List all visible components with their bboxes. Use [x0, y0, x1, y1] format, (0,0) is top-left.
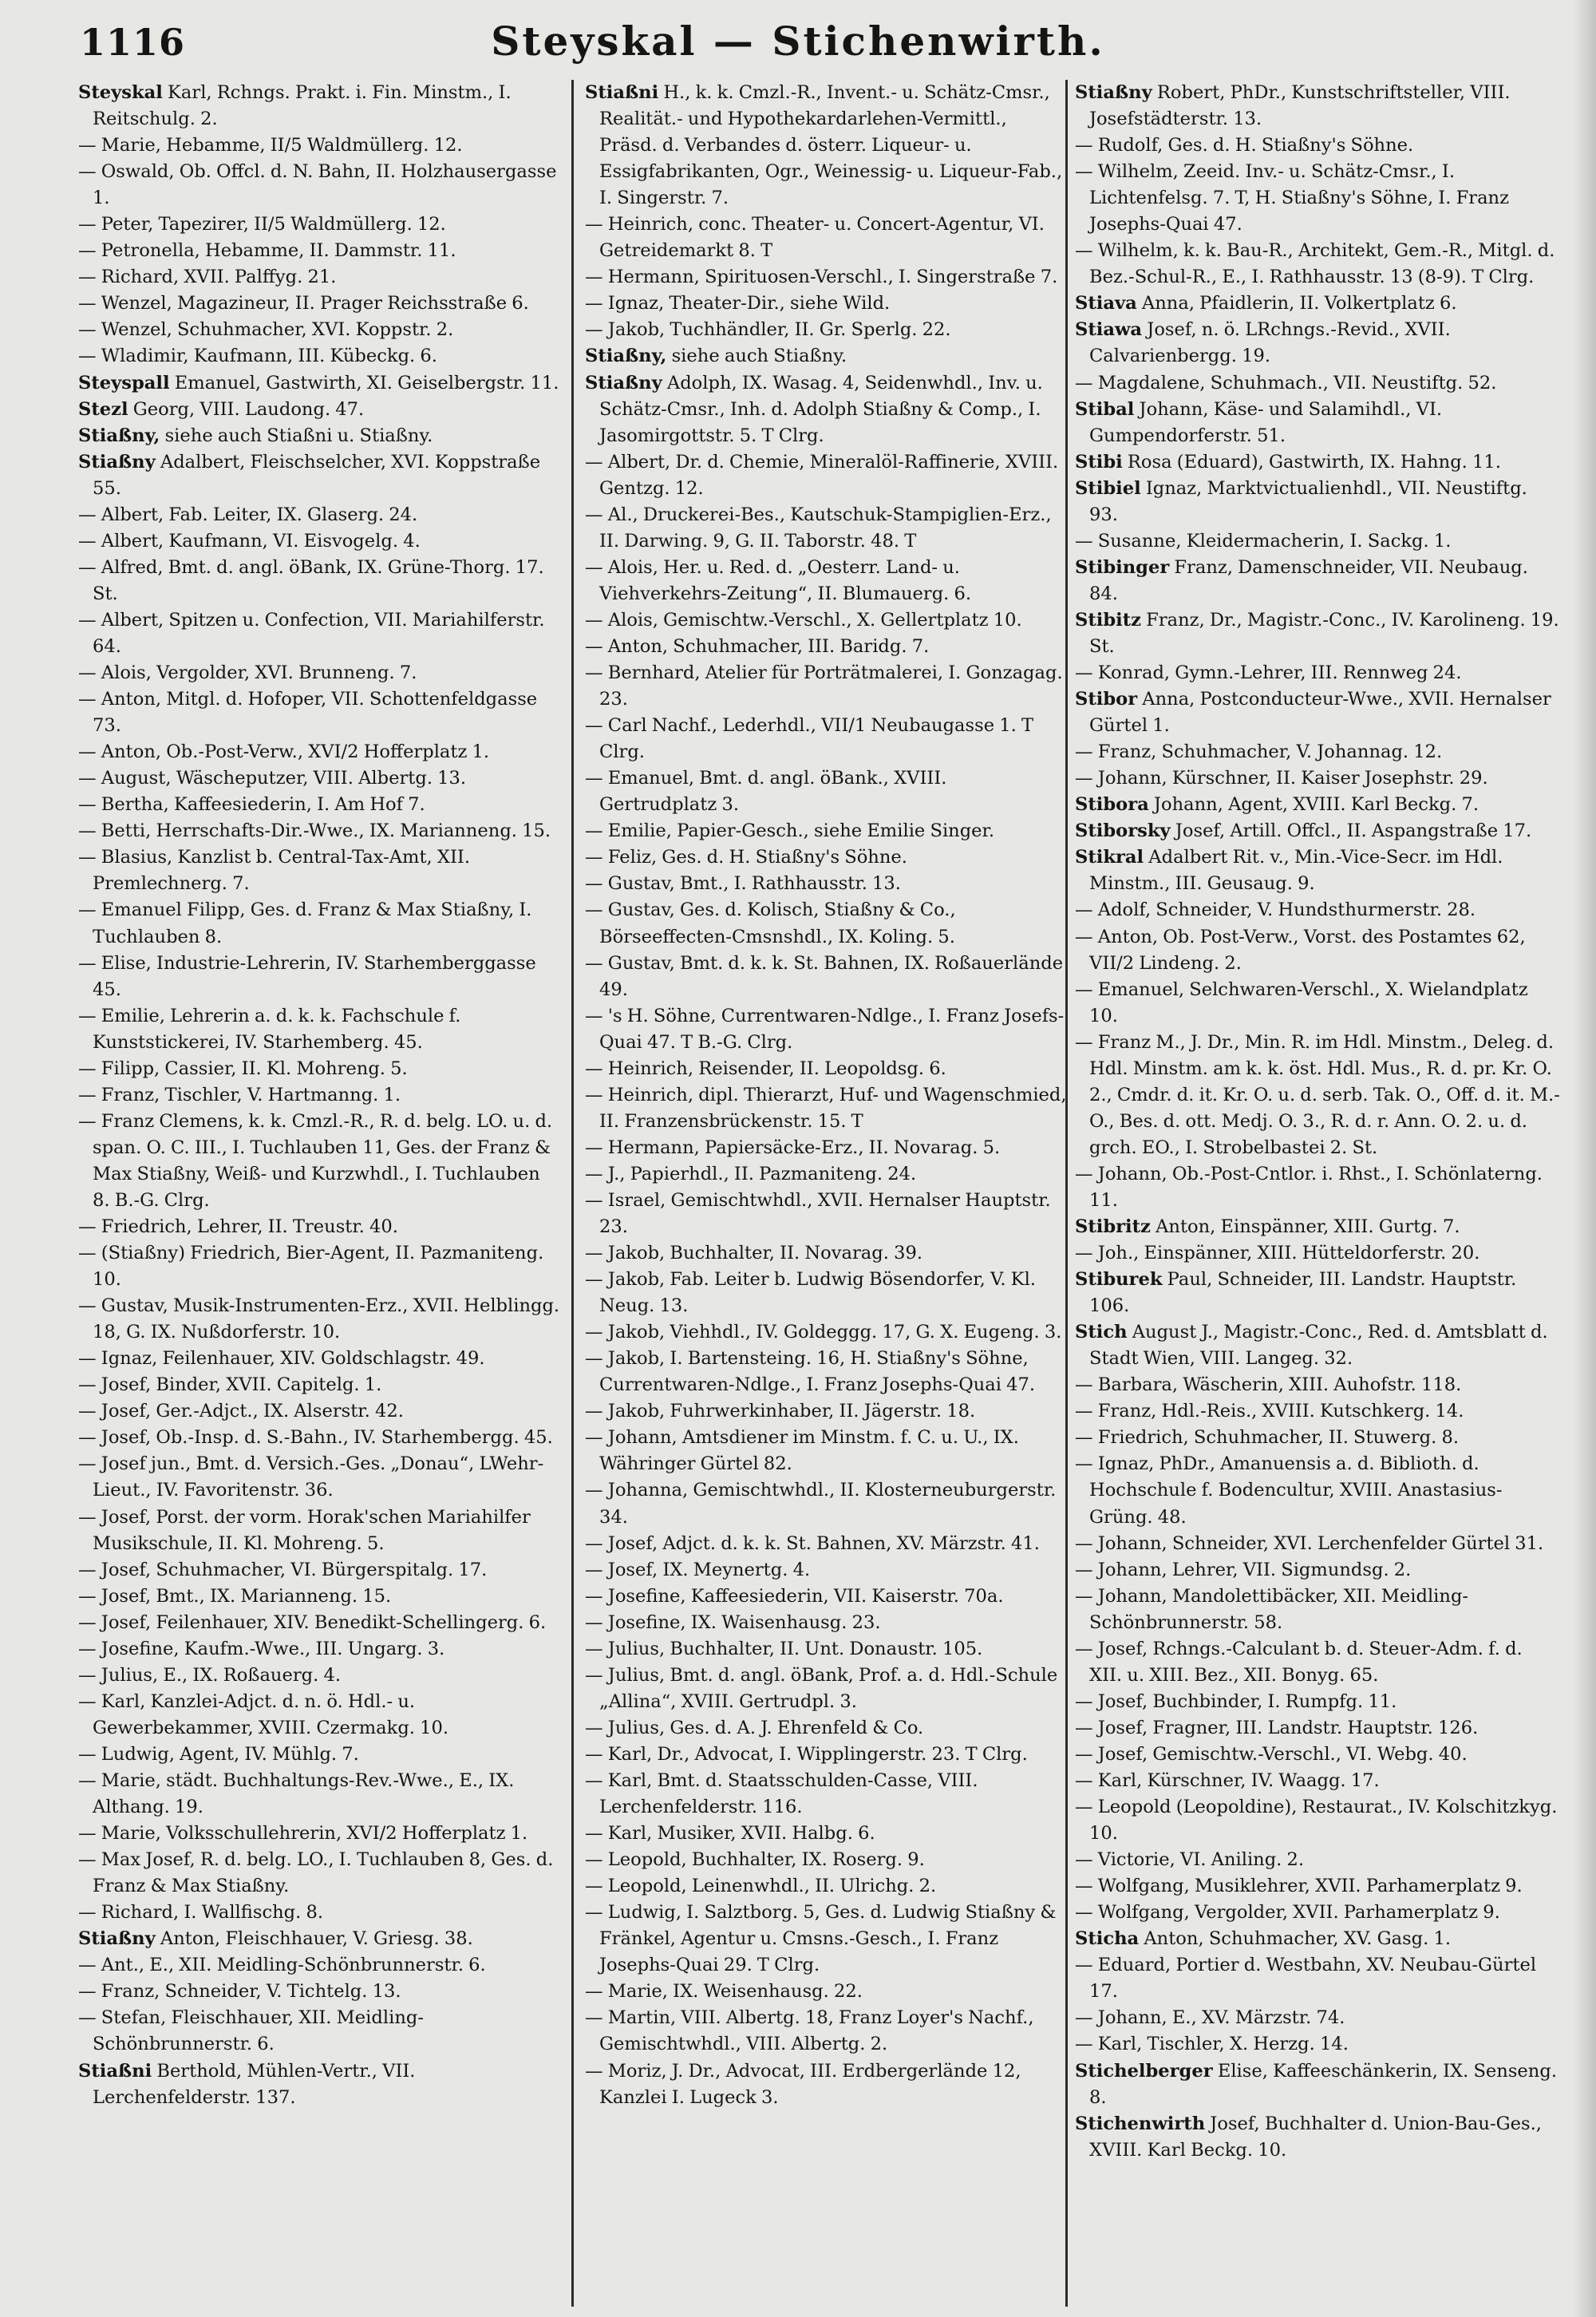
directory-entry: Stiaßny Adalbert, Fleischselcher, XVI. Koppstraße 55.	[78, 451, 541, 499]
directory-entry: — Johanna, Gemischtwhdl., II. Klosterneuburgerstr. 34.	[585, 1480, 1057, 1528]
directory-entry: — Alfred, Bmt. d. angl. öBank, IX. Grüne-Thorg. 17. St.	[78, 556, 544, 604]
directory-entry: Stibora Johann, Agent, XVIII. Karl Beckg. 7.	[1075, 794, 1479, 816]
directory-entry: — Feliz, Ges. d. H. Stiaßny's Söhne.	[585, 847, 907, 868]
directory-entry: — Rudolf, Ges. d. H. Stiaßny's Söhne.	[1075, 135, 1414, 156]
directory-entry: Stezl Georg, VIII. Laudong. 47.	[78, 398, 365, 420]
directory-entry: — Wolfgang, Musiklehrer, XVII. Parhamerplatz 9.	[1075, 1876, 1523, 1897]
directory-column-3	[1075, 80, 1560, 2307]
directory-entry: Stiawa Josef, n. ö. LRchngs.-Revid., XVII. Calvarienbergg. 19.	[1075, 319, 1451, 367]
directory-entry: — Anton, Ob.-Post-Verw., XVI/2 Hofferplatz 1.	[78, 741, 490, 763]
directory-entry: — Julius, Ges. d. A. J. Ehrenfeld & Co.	[585, 1717, 924, 1738]
directory-entry: Stibor Anna, Postconducteur-Wwe., XVII. Hernalser Gürtel 1.	[1075, 689, 1551, 737]
directory-entry: — Heinrich, Reisender, II. Leopoldsg. 6.	[585, 1058, 946, 1079]
directory-entry: — Karl, Musiker, XVII. Halbg. 6.	[585, 1823, 875, 1845]
directory-entry: — Karl, Kürschner, IV. Waagg. 17.	[1075, 1770, 1380, 1791]
directory-entry: — Gustav, Bmt. d. k. k. St. Bahnen, IX. Roßauerlände 49.	[585, 952, 1064, 1000]
directory-entry: — Ludwig, I. Salztborg. 5, Ges. d. Ludwig Stiaßny & Fränkel, Agentur u. Cmsns.-Gesch., I. Franz Josephs-Quai 29. T Clrg.	[585, 1902, 1057, 1976]
directory-entry: — Gustav, Ges. d. Kolisch, Stiaßny & Co., Börseeffecten-Cmsnshdl., IX. Koling. 5.	[585, 900, 956, 947]
scan-edge	[1574, 0, 1596, 2317]
directory-entry: Sticha Anton, Schuhmacher, XV. Gasg. 1.	[1075, 1928, 1452, 1950]
directory-entry: — Betti, Herrschafts-Dir.-Wwe., IX. Marianneng. 15.	[78, 820, 551, 842]
directory-entry: — Johann, Kürschner, II. Kaiser Josephstr. 29.	[1075, 768, 1488, 789]
directory-entry: — Josef, Feilenhauer, XIV. Benedikt-Schellingerg. 6.	[78, 1611, 547, 1633]
directory-entry: — Ignaz, Theater-Dir., siehe Wild.	[585, 293, 891, 314]
directory-entry: Stibi Rosa (Eduard), Gastwirth, IX. Hahng. 11.	[1075, 451, 1501, 472]
directory-entry: — Anton, Ob. Post-Verw., Vorst. des Postamtes 62, VII/2 Lindeng. 2.	[1075, 926, 1526, 974]
column-divider	[571, 80, 574, 2307]
directory-entry: — Jakob, Viehhdl., IV. Goldeggg. 17, G. X. Eugeng. 3.	[585, 1322, 1062, 1343]
directory-entry: Stiborsky Josef, Artill. Offcl., II. Aspangstraße 17.	[1075, 820, 1532, 842]
directory-entry: — Franz, Tischler, V. Hartmanng. 1.	[78, 1084, 401, 1105]
directory-entry: — Johann, Lehrer, VII. Sigmundsg. 2.	[1075, 1559, 1412, 1580]
directory-entry: — Albert, Fab. Leiter, IX. Glaserg. 24.	[78, 504, 418, 525]
directory-entry: — Johann, Amtsdiener im Minstm. f. C. u. U., IX. Währinger Gürtel 82.	[585, 1427, 1019, 1475]
directory-entry: — Franz M., J. Dr., Min. R. im Hdl. Minstm., Deleg. d. Hdl. Minstm. am k. k. öst. Hdl. Mus., R. d. pr. Kr. O. 2., Cmdr. d. it. Kr. O. u. d. serb. Tak. O., Off. d. it. M.-O., Bes. d. ott. Medj. O. 3., R. d. r. Ann. O. 2. u. d. grch. EO., I. Strobelbastei 2. St.	[1075, 1031, 1560, 1158]
directory-entry: — Eduard, Portier d. Westbahn, XV. Neubau-Gürtel 17.	[1075, 1955, 1537, 2003]
directory-entry: Stibiel Ignaz, Marktvictualienhdl., VII. Neustiftg. 93.	[1075, 477, 1527, 525]
directory-entry: — Emilie, Lehrerin a. d. k. k. Fachschule f. Kunststickerei, IV. Starhemberg. 45.	[78, 1005, 461, 1053]
directory-entry: — Johann, E., XV. Märzstr. 74.	[1075, 2007, 1345, 2029]
directory-entry: — Josef, Adjct. d. k. k. St. Bahnen, XV. Märzstr. 41.	[585, 1532, 1040, 1554]
page-header	[0, 14, 1596, 70]
directory-entry: — Alois, Her. u. Red. d. „Oesterr. Land- u. Viehverkehrs-Zeitung“, II. Blumauerg. 6.	[585, 556, 972, 604]
directory-column-2	[585, 80, 1068, 2307]
directory-entry: Stibinger Franz, Damenschneider, VII. Neubaug. 84.	[1075, 556, 1528, 604]
directory-entry: — Alois, Vergolder, XVI. Brunneng. 7.	[78, 662, 417, 684]
directory-entry: — Ant., E., XII. Meidling-Schönbrunnerstr. 6.	[78, 1955, 486, 1976]
directory-entry: — Josef, Ger.-Adjct., IX. Alserstr. 42.	[78, 1401, 404, 1422]
directory-entry: — Josef, Schuhmacher, VI. Bürgerspitalg. 17.	[78, 1559, 488, 1580]
directory-entry: — Emanuel, Selchwaren-Verschl., X. Wielandplatz 10.	[1075, 979, 1528, 1026]
directory-entry: — Albert, Kaufmann, VI. Eisvogelg. 4.	[78, 530, 421, 552]
directory-entry: — Bernhard, Atelier für Porträtmalerei, I. Gonzagag. 23.	[585, 662, 1063, 710]
directory-entry: — J., Papierhdl., II. Pazmaniteng. 24.	[585, 1163, 917, 1184]
directory-entry: — Stefan, Fleischhauer, XII. Meidling-Schönbrunnerstr. 6.	[78, 2007, 424, 2055]
running-title: Steyskal — Stichenwirth.	[491, 18, 1105, 65]
directory-entry: — Franz, Schuhmacher, V. Johannag. 12.	[1075, 741, 1443, 763]
directory-entry: — Peter, Tapezirer, II/5 Waldmüllerg. 12.	[78, 214, 446, 235]
directory-entry: — Julius, E., IX. Roßauerg. 4.	[78, 1664, 342, 1686]
directory-entry: — Friedrich, Schuhmacher, II. Stuwerg. 8.	[1075, 1427, 1460, 1449]
directory-entry: — Leopold (Leopoldine), Restaurat., IV. Kolschitzkyg. 10.	[1075, 1797, 1558, 1845]
directory-entry: — Josefine, IX. Waisenhausg. 23.	[585, 1611, 881, 1633]
directory-entry: — Marie, IX. Weisenhausg. 22.	[585, 1981, 863, 2003]
directory-entry: — Al., Druckerei-Bes., Kautschuk-Stampiglien-Erz., II. Darwing. 9, G. II. Taborstr. 48. T	[585, 504, 1052, 552]
directory-entry: — Emilie, Papier-Gesch., siehe Emilie Singer.	[585, 820, 995, 842]
directory-entry: — Moriz, J. Dr., Advocat, III. Erdbergerlände 12, Kanzlei I. Lugeck 3.	[585, 2060, 1021, 2108]
directory-entry: — Gustav, Musik-Instrumenten-Erz., XVII. Helblingg. 18, G. IX. Nußdorferstr. 10.	[78, 1295, 560, 1343]
directory-entry: — Josef, Buchbinder, I. Rumpfg. 11.	[1075, 1690, 1397, 1712]
directory-entry: — Leopold, Leinenwhdl., II. Ulrichg. 2.	[585, 1876, 937, 1897]
directory-entry: — Johann, Mandolettibäcker, XII. Meidling-Schönbrunnerstr. 58.	[1075, 1585, 1469, 1633]
directory-entry: — Anton, Schuhmacher, III. Baridg. 7.	[585, 635, 930, 657]
directory-entry: — Josef, Fragner, III. Landstr. Hauptstr. 126.	[1075, 1717, 1479, 1738]
directory-entry: — Martin, VIII. Albertg. 18, Franz Loyer's Nachf., Gemischtwhdl., VIII. Albertg. 2.	[585, 2007, 1034, 2055]
directory-entry: Stiaßny, siehe auch Stiaßni u. Stiaßny.	[78, 425, 433, 446]
directory-entry: — Barbara, Wäscherin, XIII. Auhofstr. 118.	[1075, 1374, 1462, 1396]
directory-entry: — Petronella, Hebamme, II. Dammstr. 11.	[78, 240, 456, 262]
directory-entry: — Susanne, Kleidermacherin, I. Sackg. 1.	[1075, 530, 1452, 552]
directory-entry: — Wilhelm, Zeeid. Inv.- u. Schätz-Cmsr., I. Lichtenfelsg. 7. T, H. Stiaßny's Söhne, I. Franz Josephs-Quai 47.	[1075, 161, 1509, 235]
directory-entry: — Wenzel, Schuhmacher, XVI. Koppstr. 2.	[78, 319, 454, 341]
directory-entry: — Hermann, Papiersäcke-Erz., II. Novarag. 5.	[585, 1137, 1001, 1158]
directory-entry: — Jakob, Buchhalter, II. Novarag. 39.	[585, 1243, 923, 1264]
directory-entry: — Heinrich, dipl. Thierarzt, Huf- und Wagenschmied, II. Franzensbrückenstr. 15. T	[585, 1084, 1067, 1132]
directory-entry: — 's H. Söhne, Currentwaren-Ndlge., I. Franz Josefs-Quai 47. T B.-G. Clrg.	[585, 1005, 1065, 1053]
directory-entry: — Josefine, Kaufm.-Wwe., III. Ungarg. 3.	[78, 1638, 445, 1659]
directory-entry: — Jakob, Fuhrwerkinhaber, II. Jägerstr. 18.	[585, 1401, 976, 1422]
directory-entry: — Richard, XVII. Palffyg. 21.	[78, 267, 337, 288]
directory-entry: Stiaßny, siehe auch Stiaßny.	[585, 346, 847, 367]
directory-entry: — Johann, Ob.-Post-Cntlor. i. Rhst., I. Schönlaterng. 11.	[1075, 1163, 1543, 1211]
directory-entry: — Josefine, Kaffeesiederin, VII. Kaiserstr. 70a.	[585, 1585, 1004, 1607]
directory-entry: — Oswald, Ob. Offcl. d. N. Bahn, II. Holzhausergasse 1.	[78, 161, 557, 209]
directory-entry: — Julius, Bmt. d. angl. öBank, Prof. a. d. Hdl.-Schule „Allina“, XVIII. Gertrudpl. 3.	[585, 1664, 1058, 1712]
directory-entry: — Karl, Dr., Advocat, I. Wipplingerstr. 23. T Clrg.	[585, 1743, 1028, 1765]
directory-entry: — Wenzel, Magazineur, II. Prager Reichsstraße 6.	[78, 293, 529, 314]
directory-entry: — Joh., Einspänner, XIII. Hütteldorferstr. 20.	[1075, 1243, 1480, 1264]
directory-entry: — Carl Nachf., Lederhdl., VII/1 Neubaugasse 1. T Clrg.	[585, 715, 1034, 763]
directory-entry: — Bertha, Kaffeesiederin, I. Am Hof 7.	[78, 794, 425, 816]
directory-entry: — Albert, Spitzen u. Confection, VII. Mariahilferstr. 64.	[78, 609, 545, 657]
directory-entry: Stibritz Anton, Einspänner, XIII. Gurtg. 7.	[1075, 1216, 1460, 1238]
directory-entry: Stiaßni Berthold, Mühlen-Vertr., VII. Lerchenfelderstr. 137.	[78, 2060, 416, 2108]
directory-entry: — Anton, Mitgl. d. Hofoper, VII. Schottenfeldgasse 73.	[78, 689, 538, 737]
directory-entry: — Josef, Gemischtw.-Verschl., VI. Webg. 40.	[1075, 1743, 1468, 1765]
directory-entry: — Julius, Buchhalter, II. Unt. Donaustr. 105.	[585, 1638, 983, 1659]
directory-entry: — Israel, Gemischtwhdl., XVII. Hernalser Hauptstr. 23.	[585, 1189, 1051, 1238]
directory-entry: — Emanuel Filipp, Ges. d. Franz & Max Stiaßny, I. Tuchlauben 8.	[78, 900, 532, 947]
directory-entry: Stiburek Paul, Schneider, III. Landstr. Hauptstr. 106.	[1075, 1269, 1517, 1317]
page-number: 1116	[80, 21, 186, 64]
directory-entry: — Adolf, Schneider, V. Hundsthurmerstr. 28.	[1075, 900, 1476, 921]
directory-entry: — Josef jun., Bmt. d. Versich.-Ges. „Donau“, LWehr-Lieut., IV. Favoritenstr. 36.	[78, 1453, 544, 1501]
directory-entry: Stichelberger Elise, Kaffeeschänkerin, IX. Senseng. 8.	[1075, 2060, 1558, 2108]
directory-entry: — Leopold, Buchhalter, IX. Roserg. 9.	[585, 1849, 925, 1871]
directory-entry: — Elise, Industrie-Lehrerin, IV. Starhemberggasse 45.	[78, 952, 536, 1000]
directory-entry: — Marie, Volksschullehrerin, XVI/2 Hofferplatz 1.	[78, 1823, 528, 1845]
directory-entry: — Wladimir, Kaufmann, III. Kübeckg. 6.	[78, 346, 437, 367]
directory-entry: — Konrad, Gymn.-Lehrer, III. Rennweg 24.	[1075, 662, 1462, 684]
directory-entry: — Karl, Bmt. d. Staatsschulden-Casse, VIII. Lerchenfelderstr. 116.	[585, 1770, 978, 1818]
directory-entry: — Johann, Schneider, XVI. Lerchenfelder Gürtel 31.	[1075, 1532, 1544, 1554]
directory-entry: — Franz, Schneider, V. Tichtelg. 13.	[78, 1981, 401, 2003]
directory-entry: Stiaßny Robert, PhDr., Kunstschriftsteller, VIII. Josefstädterstr. 13.	[1075, 82, 1511, 130]
directory-entry: — Magdalene, Schuhmach., VII. Neustiftg. 52.	[1075, 372, 1497, 393]
directory-entry: Steyskal Karl, Rchngs. Prakt. i. Fin. Minstm., I. Reitschulg. 2.	[78, 82, 512, 130]
directory-entry: — Josef, Binder, XVII. Capitelg. 1.	[78, 1374, 382, 1396]
directory-entry: Stibal Johann, Käse- und Salamihdl., VI. Gumpendorferstr. 51.	[1075, 398, 1443, 446]
directory-entry: — (Stiaßny) Friedrich, Bier-Agent, II. Pazmaniteng. 10.	[78, 1243, 544, 1291]
directory-entry: — Filipp, Cassier, II. Kl. Mohreng. 5.	[78, 1058, 408, 1079]
directory-entry: — Josef, Porst. der vorm. Horak'schen Mariahilfer Musikschule, II. Kl. Mohreng. 5.	[78, 1506, 531, 1554]
directory-entry: — Jakob, I. Bartensteing. 16, H. Stiaßny's Söhne, Currentwaren-Ndlge., I. Franz Josephs-Quai 47.	[585, 1348, 1036, 1396]
directory-entry: Stibitz Franz, Dr., Magistr.-Conc., IV. Karolineng. 19. St.	[1075, 609, 1559, 657]
directory-entry: Stich August J., Magistr.-Conc., Red. d. Amtsblatt d. Stadt Wien, VIII. Langeg. 32.	[1075, 1322, 1548, 1370]
directory-entry: Steyspall Emanuel, Gastwirth, XI. Geiselbergstr. 11.	[78, 372, 559, 393]
directory-entry: — Josef, Rchngs.-Calculant b. d. Steuer-Adm. f. d. XII. u. XIII. Bez., XII. Bonyg. 65.	[1075, 1638, 1523, 1686]
directory-entry: — Ignaz, Feilenhauer, XIV. Goldschlagstr. 49.	[78, 1348, 485, 1370]
directory-entry: — Jakob, Tuchhändler, II. Gr. Sperlg. 22.	[585, 319, 951, 341]
directory-column-1	[78, 80, 561, 2307]
directory-entry: Stiava Anna, Pfaidlerin, II. Volkertplatz 6.	[1075, 293, 1457, 314]
directory-entry: — Blasius, Kanzlist b. Central-Tax-Amt, XII. Premlechnerg. 7.	[78, 847, 471, 895]
directory-entry: — Victorie, VI. Aniling. 2.	[1075, 1849, 1305, 1871]
directory-entry: — Gustav, Bmt., I. Rathhausstr. 13.	[585, 873, 901, 895]
directory-entry: — Richard, I. Wallfischg. 8.	[78, 1902, 324, 1924]
directory-entry: Stiaßny Anton, Fleischhauer, V. Griesg. 38.	[78, 1928, 473, 1950]
directory-entry: — Karl, Tischler, X. Herzg. 14.	[1075, 2034, 1349, 2055]
directory-entry: — Hermann, Spirituosen-Verschl., I. Singerstraße 7.	[585, 267, 1058, 288]
directory-entry: Stiaßni H., k. k. Cmzl.-R., Invent.- u. Schätz-Cmsr., Realität.- und Hypothekardarlehen-Vermittl., Präsd. d. Verbandes d. österr. Liqueur- u. Essigfabrikanten, Ogr., Weinessig- u. Liqueur-Fab., I. Singerstr. 7.	[585, 82, 1063, 209]
directory-entry: — Friedrich, Lehrer, II. Treustr. 40.	[78, 1216, 398, 1238]
directory-entry: — Josef, IX. Meynertg. 4.	[585, 1559, 811, 1580]
directory-entry: — Wilhelm, k. k. Bau-R., Architekt, Gem.-R., Mitgl. d. Bez.-Schul-R., E., I. Rathhausstr. 13 (8-9). T Clrg.	[1075, 240, 1555, 288]
directory-entry: — Josef, Bmt., IX. Marianneng. 15.	[78, 1585, 392, 1607]
directory-entry: — Albert, Dr. d. Chemie, Mineralöl-Raffinerie, XVIII. Gentzg. 12.	[585, 451, 1059, 499]
directory-entry: — August, Wäscheputzer, VIII. Albertg. 13.	[78, 768, 467, 789]
directory-entry: — Marie, Hebamme, II/5 Waldmüllerg. 12.	[78, 135, 463, 156]
directory-entry: — Max Josef, R. d. belg. LO., I. Tuchlauben 8, Ges. d. Franz & Max Stiaßny.	[78, 1849, 554, 1897]
directory-entry: Stiaßny Adolph, IX. Wasag. 4, Seidenwhdl., Inv. u. Schätz-Cmsr., Inh. d. Adolph Stiaßny & Comp., I. Jasomirgottstr. 5. T Clrg.	[585, 372, 1043, 446]
directory-entry: — Marie, städt. Buchhaltungs-Rev.-Wwe., E., IX. Althang. 19.	[78, 1770, 515, 1818]
directory-entry: Stikral Adalbert Rit. v., Min.-Vice-Secr. im Hdl. Minstm., III. Geusaug. 9.	[1075, 847, 1503, 895]
directory-entry: — Ludwig, Agent, IV. Mühlg. 7.	[78, 1743, 359, 1765]
directory-entry: — Heinrich, conc. Theater- u. Concert-Agentur, VI. Getreidemarkt 8. T	[585, 214, 1045, 262]
directory-entry: — Franz Clemens, k. k. Cmzl.-R., R. d. belg. LO. u. d. span. O. C. III., I. Tuchlauben 11, Ges. der Franz & Max Stiaßny, Weiß- und Kurzwhdl., I. Tuchlauben 8. B.-G. Clrg.	[78, 1110, 553, 1211]
directory-entry: — Alois, Gemischtw.-Verschl., X. Gellertplatz 10.	[585, 609, 1022, 631]
directory-entry: — Karl, Kanzlei-Adjct. d. n. ö. Hdl.- u. Gewerbekammer, XVIII. Czermakg. 10.	[78, 1690, 449, 1738]
directory-entry: Stichenwirth Josef, Buchhalter d. Union-Bau-Ges., XVIII. Karl Beckg. 10.	[1075, 2113, 1542, 2161]
directory-entry: — Franz, Hdl.-Reis., XVIII. Kutschkerg. 14.	[1075, 1401, 1464, 1422]
directory-entry: — Wolfgang, Vergolder, XVII. Parhamerplatz 9.	[1075, 1902, 1500, 1924]
directory-entry: — Josef, Ob.-Insp. d. S.-Bahn., IV. Starhembergg. 45.	[78, 1427, 553, 1449]
directory-entry: — Jakob, Fab. Leiter b. Ludwig Bösendorfer, V. Kl. Neug. 13.	[585, 1269, 1036, 1317]
directory-entry: — Ignaz, PhDr., Amanuensis a. d. Biblioth. d. Hochschule f. Bodencultur, XVIII. Anastasius-Grüng. 48.	[1075, 1453, 1503, 1528]
directory-entry: — Emanuel, Bmt. d. angl. öBank., XVIII. Gertrudplatz 3.	[585, 768, 947, 816]
